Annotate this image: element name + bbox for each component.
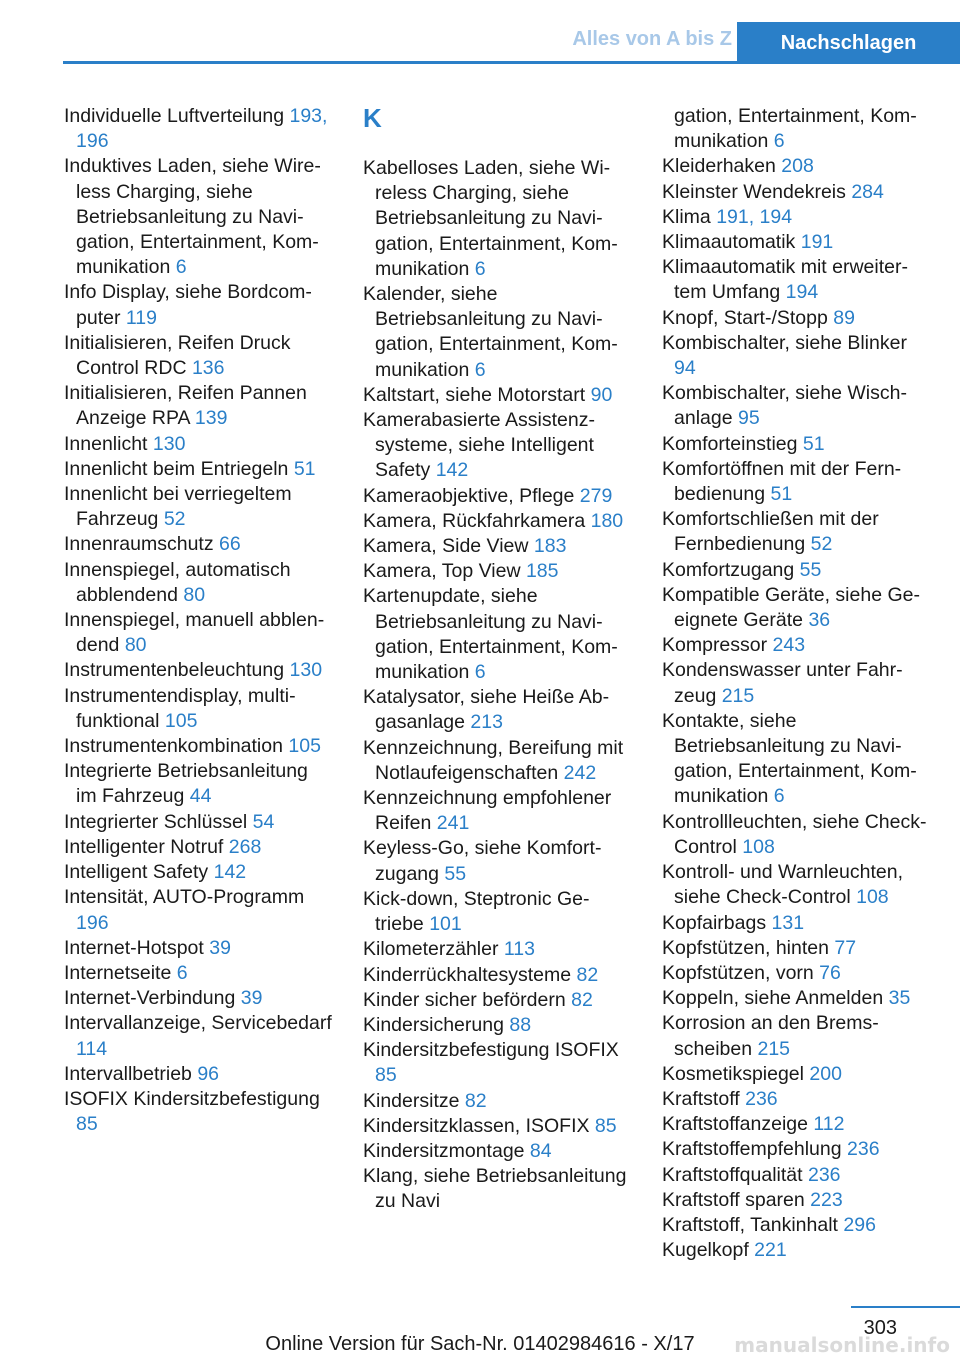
index-entry <box>662 1213 930 1238</box>
index-term: Intervallanzeige, Servicebedarf <box>64 1012 332 1035</box>
page-reference-link[interactable]: 242 <box>563 761 597 784</box>
index-term: Kombischalter, siehe Blinker <box>662 331 907 354</box>
page-reference-link[interactable]: 119 <box>125 306 157 329</box>
index-entry <box>64 280 332 330</box>
index-entry <box>662 331 930 381</box>
index-term: Kugelkopf <box>662 1239 755 1262</box>
page-reference-link[interactable]: 236 <box>745 1087 778 1110</box>
page-reference-link[interactable]: 142 <box>435 459 469 482</box>
index-entry <box>662 1112 930 1137</box>
index-entry <box>64 482 332 532</box>
index-term: Kompressor <box>662 634 773 657</box>
page-reference-link[interactable]: 243 <box>772 634 806 657</box>
page-reference-link[interactable]: 55 <box>444 862 467 885</box>
page-reference-link[interactable]: 82 <box>576 963 599 986</box>
index-term: Kindersitzmontage <box>363 1139 530 1162</box>
index-term: ISOFIX Kindersitzbefestigung <box>64 1087 320 1110</box>
index-term: Kaltstart, siehe Motorstart <box>363 383 591 406</box>
index-term: Kosmetikspiegel <box>662 1062 810 1085</box>
index-term: gation, Entertainment, Kommunikation <box>674 105 917 153</box>
index-term: Kraftstoffanzeige <box>662 1113 814 1136</box>
page-reference-link[interactable]: 191, 194 <box>716 205 793 228</box>
index-entry <box>64 381 332 431</box>
index-term: Kalender, siehe Betriebsanleitung zu Navigation, Entertainment, Kommunikation <box>363 283 618 381</box>
page-reference-link[interactable]: 76 <box>819 961 841 984</box>
index-term: Kontakte, siehe Betriebsanleitung zu Navigation, Entertainment, Kommunikation <box>662 709 917 808</box>
index-entry <box>662 860 930 910</box>
page-reference-link[interactable]: 66 <box>219 533 241 556</box>
index-entry <box>64 810 332 835</box>
index-entry <box>64 658 332 683</box>
index-term: Kabelloses Laden, siehe Wireless Charging, siehe Betriebsanleitung zu Navigation, Entertainment, Kommunikation <box>363 157 618 280</box>
page-reference-link[interactable]: 90 <box>590 383 613 406</box>
index-entry <box>64 154 332 280</box>
page-reference-link[interactable]: 221 <box>754 1239 787 1262</box>
page-reference-link[interactable]: 6 <box>176 961 188 984</box>
index-entry <box>363 1139 631 1164</box>
index-entry <box>363 383 631 408</box>
index-term: Integrierte Betriebsanleitung im Fahrzeug <box>64 760 308 808</box>
page-reference-link[interactable]: 6 <box>175 256 187 279</box>
page-reference-link[interactable]: 113 <box>503 938 535 961</box>
index-term: Initialisieren, Reifen Druck Control RDC <box>64 331 291 380</box>
index-entry <box>662 432 930 457</box>
index-entry <box>662 1163 930 1188</box>
page-reference-link[interactable]: 130 <box>152 432 186 455</box>
page-reference-link[interactable]: 80 <box>183 583 206 606</box>
index-entry <box>662 1188 930 1213</box>
index-entry <box>662 154 930 179</box>
page-reference-link[interactable]: 84 <box>529 1139 552 1162</box>
page-reference-link[interactable]: 35 <box>888 987 911 1010</box>
page-reference-link[interactable]: 54 <box>252 810 275 833</box>
index-entry <box>363 559 631 584</box>
index-entry <box>662 936 930 961</box>
index-term: Innenspiegel, manuell abblendend <box>64 609 325 657</box>
index-entry <box>363 1089 631 1114</box>
page-reference-link[interactable]: 191 <box>800 231 834 254</box>
index-term: Kilometerzähler <box>363 938 504 961</box>
page-reference-link[interactable]: 85 <box>375 1064 397 1087</box>
index-entry <box>363 282 631 383</box>
index-term: Kinder sicher befördern <box>363 988 572 1011</box>
index-term: Kondenswasser unter Fahrzeug <box>662 659 903 707</box>
index-term: Kontroll- und Warnleuchten, siehe Check-Control <box>662 861 903 909</box>
page-reference-link[interactable]: 208 <box>781 155 814 178</box>
page-reference-link[interactable]: 55 <box>799 558 822 581</box>
page-reference-link[interactable]: 105 <box>288 735 321 758</box>
page-reference-link[interactable]: 85 <box>594 1114 617 1137</box>
index-term: Kindersitze <box>363 1089 465 1112</box>
index-entry <box>64 759 332 809</box>
index-term: Kartenupdate, siehe Betriebsanleitung zu Navigation, Entertainment, Kommunikation <box>363 585 618 684</box>
index-entry <box>64 835 332 860</box>
index-term: Kick-down, Steptronic Getriebe <box>363 887 590 936</box>
index-entry <box>662 1137 930 1162</box>
index-term: Innenlicht <box>64 432 153 455</box>
online-version-note: Online Version für Sach-Nr. 01402984616 - X/17 <box>265 1333 695 1355</box>
index-term: Kontrollleuchten, siehe Check-Control <box>662 810 927 858</box>
index-entry <box>662 205 930 230</box>
index-term: Kamera, Rückfahrkamera <box>363 509 591 532</box>
page-reference-link[interactable]: 105 <box>164 709 198 732</box>
index-term: Kameraobjektive, Pflege <box>363 484 580 507</box>
index-term: Instrumentenbeleuchtung <box>64 659 290 682</box>
index-entry <box>64 432 332 457</box>
page-reference-link[interactable]: 88 <box>509 1013 532 1036</box>
page-reference-link[interactable]: 215 <box>721 684 755 707</box>
page-reference-link[interactable]: 131 <box>771 911 805 934</box>
index-entry <box>363 786 631 836</box>
index-term: Kamera, Top View <box>363 560 526 583</box>
page-reference-link[interactable]: 44 <box>189 785 212 808</box>
index-entry <box>363 836 631 886</box>
index-term: Klimaautomatik mit erweitertem Umfang <box>662 256 908 304</box>
index-term: Intensität, AUTO-Programm <box>64 886 305 909</box>
page-reference-link[interactable]: 6 <box>474 661 486 684</box>
page-reference-link[interactable]: 39 <box>240 987 263 1010</box>
index-entry <box>662 583 930 633</box>
page-reference-link[interactable]: 279 <box>579 484 613 507</box>
page-reference-link[interactable]: 51 <box>802 432 825 455</box>
page-reference-link[interactable]: 51 <box>770 483 793 506</box>
header-rule <box>63 61 960 64</box>
index-term: Intelligent Safety <box>64 861 214 884</box>
index-entry <box>662 180 930 205</box>
page-reference-link[interactable]: 77 <box>834 936 857 959</box>
index-term: Kraftstoffempfehlung <box>662 1138 848 1161</box>
index-term: Katalysator, siehe Heiße Abgasanlage <box>363 686 610 734</box>
page-reference-link[interactable]: 200 <box>809 1062 842 1085</box>
index-entry <box>363 937 631 962</box>
page-reference-link[interactable]: 114 <box>76 1037 108 1060</box>
page-reference-link[interactable]: 180 <box>590 509 624 532</box>
index-term: Kleiderhaken <box>662 155 782 178</box>
page-reference-link[interactable]: 85 <box>76 1113 98 1136</box>
index-term: Kamera, Side View <box>363 535 534 558</box>
index-term: Internetseite <box>64 961 177 984</box>
index-term: Komfortöffnen mit der Fernbedienung <box>662 457 902 506</box>
page-reference-link[interactable]: 52 <box>163 508 186 531</box>
footer-rule <box>851 1306 960 1308</box>
index-entry <box>64 734 332 759</box>
index-term: Instrumentendisplay, multifunktional <box>64 684 296 732</box>
index-term: Kindersitzklassen, ISOFIX <box>363 1114 595 1137</box>
page-number: 303 <box>863 1317 897 1339</box>
index-term: Intervallbetrieb <box>64 1062 198 1085</box>
page-reference-link[interactable]: 6 <box>773 785 785 808</box>
page-reference-link[interactable]: 183 <box>533 535 567 558</box>
index-term: Kennzeichnung empfohlener Reifen <box>363 787 612 835</box>
page-reference-link[interactable]: 185 <box>525 560 559 583</box>
page-reference-link[interactable]: 108 <box>742 835 775 858</box>
index-entry <box>64 104 332 154</box>
index-entry <box>363 484 631 509</box>
index-entry <box>363 584 631 685</box>
page-reference-link[interactable]: 296 <box>843 1213 876 1236</box>
index-entry <box>662 104 930 154</box>
index-term: Koppeln, siehe Anmelden <box>662 987 889 1010</box>
index-entry <box>662 507 930 557</box>
index-entry <box>64 936 332 961</box>
index-entry <box>363 685 631 735</box>
page-reference-link[interactable]: 101 <box>429 913 462 936</box>
chapter-tab[interactable] <box>737 22 960 64</box>
section-title: Alles von A bis Z <box>572 28 732 50</box>
index-entry <box>363 1164 631 1214</box>
index-entry <box>363 534 631 559</box>
index-entry <box>64 532 332 557</box>
page-reference-link[interactable]: 89 <box>833 306 855 329</box>
index-term: Kamerabasierte Assistenzsysteme, siehe Intelligent Safety <box>363 409 595 482</box>
page-reference-link[interactable]: 82 <box>571 988 593 1011</box>
index-term: Kindersicherung <box>363 1013 510 1036</box>
index-term: Innenspiegel, automatisch abblendend <box>64 558 291 606</box>
index-term: Komfortzugang <box>662 558 800 581</box>
index-term: Internet-Hotspot <box>64 936 210 959</box>
index-term: Komfortschließen mit der Fernbedienung <box>662 508 879 556</box>
index-term: Kraftstoff, Tankinhalt <box>662 1213 844 1236</box>
index-entry <box>64 1087 332 1137</box>
index-entry <box>662 230 930 255</box>
page-reference-link[interactable]: 36 <box>808 609 831 632</box>
index-entry <box>662 709 930 810</box>
index-entry <box>662 1011 930 1061</box>
index-entry <box>662 381 930 431</box>
index-entry <box>662 558 930 583</box>
index-entry <box>363 887 631 937</box>
page-reference-link[interactable]: 139 <box>194 407 228 430</box>
index-list-k <box>363 156 631 1215</box>
index-entry <box>64 1062 332 1087</box>
page-reference-link[interactable]: 213 <box>470 711 503 734</box>
index-entry <box>662 810 930 860</box>
index-entry <box>64 860 332 885</box>
page-reference-link[interactable]: 94 <box>674 357 696 380</box>
watermark: manualsonline.info <box>734 1333 950 1357</box>
index-term: Info Display, siehe Bordcomputer <box>64 281 312 329</box>
index-entry <box>662 1062 930 1087</box>
page-reference-link[interactable]: 236 <box>847 1138 880 1161</box>
index-entry <box>64 608 332 658</box>
index-term: Innenraumschutz <box>64 533 220 556</box>
index-entry <box>363 1038 631 1088</box>
letter-heading-k: K <box>363 103 382 133</box>
index-term: Kopfstützen, vorn <box>662 961 820 984</box>
index-entry <box>64 558 332 608</box>
index-entry <box>64 1011 332 1061</box>
page-reference-link[interactable]: 130 <box>289 659 323 682</box>
index-entry <box>64 885 332 935</box>
index-entry <box>363 156 631 282</box>
index-entry <box>64 331 332 381</box>
index-term: Innenlicht beim Entriegeln <box>64 457 294 480</box>
index-term: Kindersitzbefestigung ISOFIX <box>363 1039 619 1062</box>
index-term: Klimaautomatik <box>662 231 801 254</box>
index-term: Kleinster Wendekreis <box>662 180 852 203</box>
index-term: Klima <box>662 205 717 228</box>
page-reference-link[interactable]: 136 <box>191 357 225 380</box>
page-reference-link[interactable]: 236 <box>807 1163 841 1186</box>
index-entry <box>662 633 930 658</box>
page-reference-link[interactable]: 6 <box>474 257 486 280</box>
page-reference-link[interactable]: 52 <box>810 533 833 556</box>
index-entry <box>662 658 930 708</box>
page-reference-link[interactable]: 82 <box>464 1089 487 1112</box>
index-term: Intelligenter Notruf <box>64 835 229 858</box>
index-term: Korrosion an den Bremsscheiben <box>662 1012 879 1060</box>
index-column-1 <box>64 104 332 1137</box>
index-term: Kompatible Geräte, siehe Geeignete Geräte <box>662 583 920 632</box>
index-entry <box>363 963 631 988</box>
page-reference-link[interactable]: 284 <box>851 180 884 203</box>
index-entry <box>662 1087 930 1112</box>
page-reference-link[interactable]: 142 <box>213 861 247 884</box>
index-entry <box>64 986 332 1011</box>
page-reference-link[interactable]: 194 <box>785 281 819 304</box>
page-reference-link[interactable]: 39 <box>209 936 231 959</box>
index-entry <box>64 961 332 986</box>
index-term: Innenlicht bei verriegeltem Fahrzeug <box>64 483 292 531</box>
index-entry <box>363 1114 631 1139</box>
page-reference-link[interactable]: 51 <box>293 457 316 480</box>
page-reference-link[interactable]: 268 <box>228 835 262 858</box>
index-entry <box>64 457 332 482</box>
index-term: Kennzeichnung, Bereifung mit Notlaufeigenschaften <box>363 736 624 784</box>
index-term: Kraftstoffqualität <box>662 1163 808 1186</box>
index-term: Komforteinstieg <box>662 432 803 455</box>
page-reference-link[interactable]: 196 <box>76 911 109 934</box>
page-reference-link[interactable]: 215 <box>757 1037 791 1060</box>
index-column-3 <box>662 104 930 1263</box>
chapter-tab-label: Nachschlagen <box>780 31 917 54</box>
index-entry <box>363 736 631 786</box>
index-entry <box>662 911 930 936</box>
index-term: Kopfstützen, hinten <box>662 936 835 959</box>
index-term: Individuelle Luftverteilung <box>64 105 290 127</box>
index-term: Kombischalter, siehe Wischanlage <box>662 382 907 430</box>
index-entry <box>363 1013 631 1038</box>
index-term: Initialisieren, Reifen Pannen Anzeige RPA <box>64 382 307 430</box>
index-entry <box>662 306 930 331</box>
page-reference-link[interactable]: 112 <box>813 1113 845 1136</box>
page-reference-link[interactable]: 193, 196 <box>76 105 328 153</box>
page-reference-link[interactable]: 6 <box>773 130 785 153</box>
index-column-2 <box>363 104 631 1215</box>
index-entry <box>662 255 930 305</box>
page-reference-link[interactable]: 80 <box>124 634 147 657</box>
index-entry <box>64 684 332 734</box>
index-entry <box>363 408 631 484</box>
page-reference-link[interactable]: 95 <box>737 407 760 430</box>
index-term: Integrierter Schlüssel <box>64 810 253 833</box>
index-entry <box>662 1238 930 1263</box>
index-entry <box>662 961 930 986</box>
index-entry <box>363 509 631 534</box>
index-term: Klang, siehe Betriebsanleitung zu Navi <box>363 1165 627 1213</box>
index-term: Kraftstoff sparen <box>662 1188 811 1211</box>
index-entry <box>363 988 631 1013</box>
index-entry <box>662 986 930 1011</box>
index-term: Instrumentenkombination <box>64 735 289 758</box>
page-reference-link[interactable]: 96 <box>197 1062 220 1085</box>
index-entry <box>662 457 930 507</box>
index-term: Kopfairbags <box>662 911 772 934</box>
index-term: Internet-Verbindung <box>64 987 241 1010</box>
index-term: Kinderrückhaltesysteme <box>363 963 577 986</box>
index-term: Induktives Laden, siehe Wireless Charging, siehe Betriebsanleitung zu Navigation, Entertainment, Kommunikation <box>64 155 321 279</box>
page-reference-link[interactable]: 241 <box>436 812 470 835</box>
index-term: Knopf, Start-/Stopp <box>662 306 834 329</box>
page-reference-link[interactable]: 108 <box>856 886 889 909</box>
page-reference-link[interactable]: 6 <box>474 358 486 381</box>
index-term: Kraftstoff <box>662 1087 746 1110</box>
page-reference-link[interactable]: 223 <box>810 1188 843 1211</box>
index-term: Keyless-Go, siehe Komfortzugang <box>363 837 602 885</box>
